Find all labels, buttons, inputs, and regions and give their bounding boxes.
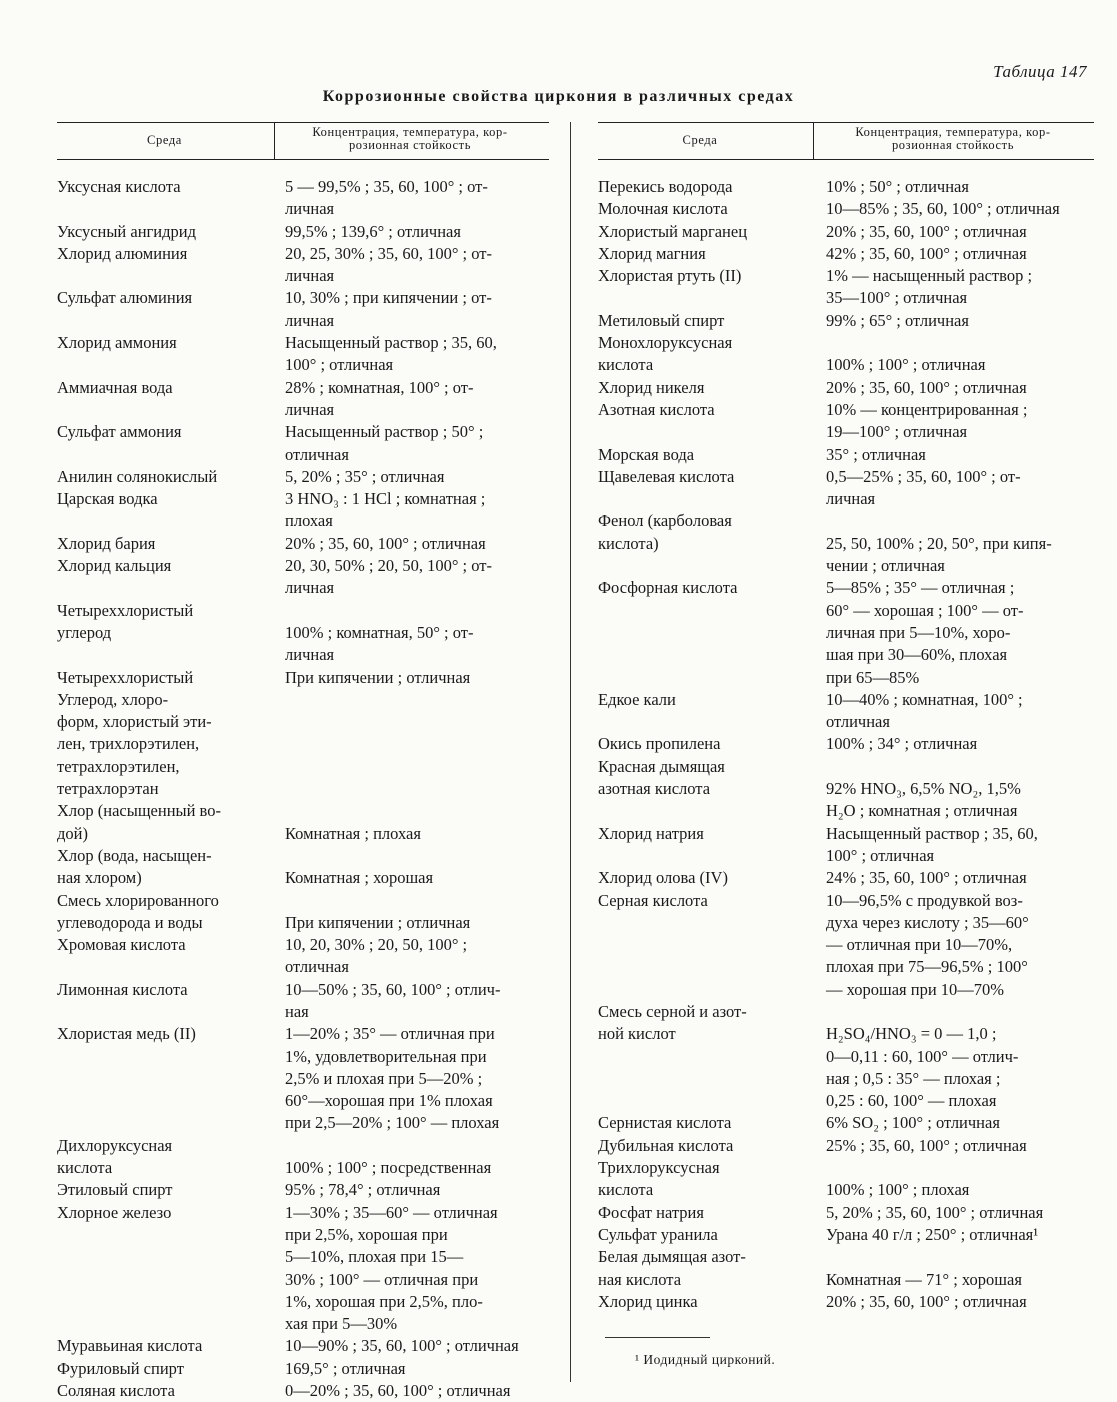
right-table-header xyxy=(598,122,1094,160)
environment-cell: Морская вода xyxy=(598,444,695,464)
environment-cell: Едкое кали xyxy=(598,689,676,709)
table-row xyxy=(598,377,1094,399)
environment-header: Среда xyxy=(682,133,718,147)
table-row xyxy=(57,176,549,221)
table-row xyxy=(598,1001,1094,1112)
conditions-cell: 5 — 99,5% ; 35, 60, 100° ; от- личная xyxy=(285,177,488,219)
table-row xyxy=(598,1157,1094,1202)
conditions-cell: 95% ; 78,4° ; отличная xyxy=(285,1180,441,1200)
conditions-cell: 92% HNO₃, 6,5% NO₂, 1,5% H₂O ; комнатная ; отличная xyxy=(826,779,1021,821)
environment-cell: Четыреххлористый Углерод, хлоро- форм, хлористый эти- лен, трихлорэтилен, тетрахлорэтилен, тетрахлорэтан xyxy=(57,667,212,799)
conditions-cell: 35° ; отличная xyxy=(826,444,926,464)
table-row xyxy=(598,176,1094,198)
conditions-cell: 10% — концентрированная ; 19—100° ; отличная xyxy=(826,399,1028,442)
environment-cell: Фосфорная кислота xyxy=(598,578,738,598)
environment-cell: Хлорид алюминия xyxy=(57,243,188,263)
table-row xyxy=(57,377,549,422)
table-row xyxy=(598,310,1094,332)
footnote: ¹ Иодидный цирконий. xyxy=(635,1352,776,1367)
table-row xyxy=(57,1179,549,1201)
environment-cell: Муравьиная кислота xyxy=(57,1336,203,1356)
table-row xyxy=(598,1202,1094,1224)
table-row xyxy=(57,1023,549,1134)
table-row xyxy=(598,867,1094,889)
table-row xyxy=(598,823,1094,868)
environment-cell: Метиловый спирт xyxy=(598,310,725,330)
environment-cell: Царская водка xyxy=(57,489,158,509)
right-table-body xyxy=(598,176,1094,1313)
environment-cell: Фуриловый спирт xyxy=(57,1358,184,1378)
conditions-cell: 100% ; 100° ; отличная xyxy=(826,355,986,375)
conditions-cell: 25, 50, 100% ; 20, 50°, при кипя- чении ; отличная xyxy=(826,533,1052,576)
table-row xyxy=(57,979,549,1024)
conditions-cell: Насыщенный раствор ; 35, 60, 100° ; отличная xyxy=(826,823,1038,865)
table-row xyxy=(57,890,549,935)
table-row xyxy=(57,221,549,243)
environment-cell: Смесь хлорированного углеводорода и воды xyxy=(57,890,219,932)
header-divider xyxy=(274,123,275,159)
footnote-rule xyxy=(605,1337,710,1338)
conditions-cell: 20% ; 35, 60, 100° ; отличная xyxy=(285,533,486,553)
conditions-cell: Комнатная ; плохая xyxy=(285,823,421,843)
conditions-cell: Насыщенный раствор ; 50° ; отличная xyxy=(285,422,484,464)
environment-cell: Аммиачная вода xyxy=(57,377,173,397)
table-row xyxy=(57,533,549,555)
environment-cell: Уксусный ангидрид xyxy=(57,221,197,241)
environment-cell: Сульфат аммония xyxy=(57,422,182,442)
environment-cell: Дихлоруксусная кислота xyxy=(57,1135,173,1178)
conditions-cell: 1% — насыщенный раствор ; 35—100° ; отличная xyxy=(826,266,1033,308)
conditions-cell: 99% ; 65° ; отличная xyxy=(826,310,969,330)
environment-cell: Белая дымящая азот- ная кислота xyxy=(598,1247,746,1289)
table-row xyxy=(598,756,1094,823)
table-row xyxy=(598,332,1094,377)
table-row xyxy=(57,332,549,377)
conditions-cell: 0,5—25% ; 35, 60, 100° ; от- личная xyxy=(826,466,1021,509)
environment-header: Среда xyxy=(147,133,182,147)
environment-cell: Окись пропилена xyxy=(598,734,721,754)
environment-cell: Хлорид олова (IV) xyxy=(598,868,728,888)
conditions-cell: 100% ; комнатная, 50° ; от- личная xyxy=(285,622,474,665)
table-row xyxy=(57,1380,549,1402)
environment-cell: Сульфат уранила xyxy=(598,1224,718,1244)
environment-cell: Хлор (вода, насыщен- ная хлором) xyxy=(57,845,212,888)
environment-cell: Серная кислота xyxy=(598,890,708,910)
table-number: Таблица 147 xyxy=(993,62,1087,81)
environment-cell: Дубильная кислота xyxy=(598,1135,734,1155)
conditions-cell: Комнатная ; хорошая xyxy=(285,868,434,888)
conditions-cell: 1—30% ; 35—60° — отличная при 2,5%, хорошая при 5—10%, плохая при 15— 30% ; 100° — отличная при 1%, хорошая при 2,5%, пло- хая при 5—30% xyxy=(285,1202,498,1334)
environment-cell: Уксусная кислота xyxy=(57,177,181,196)
environment-cell: Хлорид магния xyxy=(598,243,706,263)
table-row xyxy=(598,1246,1094,1291)
table-row xyxy=(57,1135,549,1180)
table-row xyxy=(57,934,549,979)
environment-cell: Лимонная кислота xyxy=(57,979,188,999)
conditions-cell: 20% ; 35, 60, 100° ; отличная xyxy=(826,221,1027,241)
header-divider xyxy=(813,123,814,159)
table-row xyxy=(598,1112,1094,1134)
conditions-cell: Насыщенный раствор ; 35, 60, 100° ; отличная xyxy=(285,333,497,375)
page-title: Коррозионные свойства циркония в различных средах xyxy=(322,88,795,105)
conditions-cell: Комнатная — 71° ; хорошая xyxy=(826,1269,1022,1289)
environment-cell: Хлорное железо xyxy=(57,1202,172,1222)
table-row xyxy=(598,466,1094,511)
table-row xyxy=(598,444,1094,466)
table-row xyxy=(57,243,549,288)
environment-cell: Фосфат натрия xyxy=(598,1202,704,1222)
conditions-cell: 99,5% ; 139,6° ; отличная xyxy=(285,221,461,241)
conditions-cell: 24% ; 35, 60, 100° ; отличная xyxy=(826,868,1027,888)
environment-cell: Смесь серной и азот- ной кислот xyxy=(598,1001,747,1044)
conditions-cell: 3 HNO₃ : 1 HCl ; комнатная ; плохая xyxy=(285,489,486,531)
environment-cell: Молочная кислота xyxy=(598,199,728,219)
table-row xyxy=(598,1224,1094,1246)
table-row xyxy=(57,287,549,332)
environment-cell: Четыреххлористый углерод xyxy=(57,600,194,642)
table-row xyxy=(598,221,1094,243)
table-row xyxy=(57,555,549,600)
conditions-header: Концентрация, температура, кор- розионная стойкость xyxy=(312,125,508,152)
table-row xyxy=(57,845,549,890)
conditions-cell: При кипячении ; отличная xyxy=(285,912,471,932)
conditions-cell: 0—20% ; 35, 60, 100° ; отличная xyxy=(285,1381,511,1401)
conditions-header: Концентрация, температура, кор- розионная стойкость xyxy=(855,125,1051,152)
environment-cell: Перекись водорода xyxy=(598,177,733,196)
conditions-cell: 100% ; 100° ; посредственная xyxy=(285,1158,492,1178)
table-row xyxy=(57,1335,549,1357)
environment-cell: Фенол (карболовая кислота) xyxy=(598,511,732,553)
conditions-cell: 25% ; 35, 60, 100° ; отличная xyxy=(826,1135,1027,1155)
conditions-cell: 10, 20, 30% ; 20, 50, 100° ; отличная xyxy=(285,935,468,977)
conditions-cell: 100% ; 100° ; плохая xyxy=(826,1180,970,1200)
conditions-cell: 10—40% ; комнатная, 100° ; отличная xyxy=(826,689,1023,732)
environment-cell: Сернистая кислота xyxy=(598,1113,732,1133)
environment-cell: Монохлоруксусная кислота xyxy=(598,333,733,375)
environment-cell: Хлорид цинка xyxy=(598,1291,698,1311)
table-row xyxy=(598,1135,1094,1157)
environment-cell: Сульфат алюминия xyxy=(57,288,193,308)
environment-cell: Хлористая ртуть (II) xyxy=(598,266,742,286)
table-row xyxy=(598,265,1094,310)
conditions-cell: H₂SO₄/HNO₃ = 0 — 1,0 ; 0—0,11 : 60, 100° — отлич- ная ; 0,5 : 35° — плохая ; 0,25 : 60, 100° — плохая xyxy=(826,1024,1019,1111)
conditions-cell: 100% ; 34° ; отличная xyxy=(826,734,978,754)
environment-cell: Хлористая медь (II) xyxy=(57,1024,196,1044)
environment-cell: Хромовая кислота xyxy=(57,935,186,955)
table-row xyxy=(598,689,1094,734)
table-row xyxy=(598,399,1094,444)
column-divider xyxy=(570,122,571,1382)
environment-cell: Этиловый спирт xyxy=(57,1180,173,1200)
conditions-cell: 20% ; 35, 60, 100° ; отличная xyxy=(826,377,1027,397)
conditions-cell: 6% SO₂ ; 100° ; отличная xyxy=(826,1113,1000,1133)
table-row xyxy=(57,667,549,801)
table-row xyxy=(57,1202,549,1336)
table-row xyxy=(598,733,1094,755)
conditions-cell: 10—50% ; 35, 60, 100° ; отлич- ная xyxy=(285,979,501,1021)
table-row xyxy=(598,577,1094,688)
conditions-cell: 20% ; 35, 60, 100° ; отличная xyxy=(826,1291,1027,1311)
table-row xyxy=(598,1291,1094,1313)
left-table-body xyxy=(57,176,549,1402)
environment-cell: Хлорид аммония xyxy=(57,333,177,353)
conditions-cell: 1—20% ; 35° — отличная при 1%, удовлетворительная при 2,5% и плохая при 5—20% ; 60°—хорошая при 1% плохая при 2,5—20% ; 100° — плохая xyxy=(285,1024,500,1133)
conditions-cell: 20, 25, 30% ; 35, 60, 100° ; от- личная xyxy=(285,243,492,286)
right-column xyxy=(598,122,1094,1313)
environment-cell: Хлорид кальция xyxy=(57,556,172,576)
table-row xyxy=(598,510,1094,577)
environment-cell: Хлорид никеля xyxy=(598,377,705,397)
table-row xyxy=(57,421,549,466)
conditions-cell: 5, 20% ; 35° ; отличная xyxy=(285,466,445,486)
conditions-cell: Урана 40 г/л ; 250° ; отличная¹ xyxy=(826,1224,1039,1244)
conditions-cell: При кипячении ; отличная xyxy=(285,667,471,687)
environment-cell: Трихлоруксусная кислота xyxy=(598,1158,720,1200)
environment-cell: Хлор (насыщенный во- дой) xyxy=(57,801,221,843)
table-row xyxy=(598,198,1094,220)
environment-cell: Хлорид натрия xyxy=(598,823,704,843)
conditions-cell: 10—96,5% с продувкой воз- духа через кислоту ; 35—60° — отличная при 10—70%, плохая при 75—96,5% ; 100° — хорошая при 10—70% xyxy=(826,890,1029,999)
environment-cell: Щавелевая кислота xyxy=(598,466,735,486)
table-row xyxy=(57,800,549,845)
table-row xyxy=(57,466,549,488)
left-table-header xyxy=(57,122,549,160)
table-row xyxy=(57,600,549,667)
environment-cell: Соляная кислота xyxy=(57,1381,175,1401)
left-column xyxy=(57,122,549,1402)
table-row xyxy=(57,1358,549,1380)
conditions-cell: 42% ; 35, 60, 100° ; отличная xyxy=(826,243,1027,263)
conditions-cell: 10, 30% ; при кипячении ; от- личная xyxy=(285,288,492,330)
conditions-cell: 5, 20% ; 35, 60, 100° ; отличная xyxy=(826,1202,1044,1222)
environment-cell: Красная дымящая азотная кислота xyxy=(598,756,725,799)
environment-cell: Азотная кислота xyxy=(598,399,715,419)
conditions-cell: 10—90% ; 35, 60, 100° ; отличная xyxy=(285,1336,519,1356)
conditions-cell: 20, 30, 50% ; 20, 50, 100° ; от- личная xyxy=(285,556,492,598)
environment-cell: Хлористый марганец xyxy=(598,221,748,241)
environment-cell: Хлорид бария xyxy=(57,533,156,553)
conditions-cell: 28% ; комнатная, 100° ; от- личная xyxy=(285,377,474,419)
table-row xyxy=(57,488,549,533)
conditions-cell: 10% ; 50° ; отличная xyxy=(826,177,969,196)
conditions-cell: 10—85% ; 35, 60, 100° ; отличная xyxy=(826,199,1060,219)
conditions-cell: 169,5° ; отличная xyxy=(285,1358,406,1378)
table-row xyxy=(598,890,1094,1001)
environment-cell: Анилин солянокислый xyxy=(57,466,218,486)
conditions-cell: 5—85% ; 35° — отличная ; 60° — хорошая ; 100° — от- личная при 5—10%, хоро- шая при 30—60%, плохая при 65—85% xyxy=(826,578,1024,687)
table-row xyxy=(598,243,1094,265)
